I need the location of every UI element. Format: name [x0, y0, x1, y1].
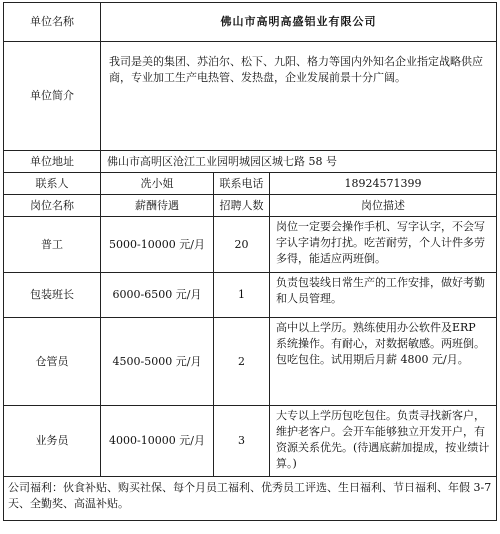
- phone-label: 联系电话: [214, 173, 270, 195]
- job-description: 负责包装线日常生产的工作安排，做好考勤和人员管理。: [270, 273, 497, 318]
- company-address: 佛山市高明区沧江工业园明城园区城七路 58 号: [101, 151, 497, 173]
- job-row: [4, 273, 497, 318]
- company-name-row: [4, 3, 497, 42]
- contact-row: [4, 173, 497, 195]
- job-position: 普工: [4, 217, 101, 273]
- company-address-row: [4, 151, 497, 173]
- company-welfare: 公司福利：伙食补贴、购买社保、每个月员工福利、优秀员工评选、生日福利、节日福利、年假 3-7 天、全勤奖、高温补贴。: [4, 477, 497, 521]
- jobs-header-row: [4, 195, 497, 217]
- company-intro: 我司是美的集团、苏泊尔、松下、九阳、格力等国内外知名企业指定战略供应商，专业加工生产电热管、发热盘，企业发展前景十分广阔。: [101, 42, 497, 151]
- job-position: 业务员: [4, 406, 101, 477]
- company-address-label: 单位地址: [4, 151, 101, 173]
- job-count: 2: [214, 318, 270, 406]
- job-position: 包装班长: [4, 273, 101, 318]
- header-salary: 薪酬待遇: [101, 195, 214, 217]
- job-description: 岗位一定要会操作手机、写字认字，不会写字认字请勿打扰。吃苦耐劳，个人计件多劳多得，能适应两班倒。: [270, 217, 497, 273]
- job-salary: 4500-5000 元/月: [101, 318, 214, 406]
- job-position: 仓管员: [4, 318, 101, 406]
- job-count: 3: [214, 406, 270, 477]
- job-description: 高中以上学历。熟练使用办公软件及ERP 系统操作。有耐心，对数据敏感。两班倒。包吃包住。试用期后月薪 4800 元/月。: [270, 318, 497, 406]
- welfare-row: [4, 477, 497, 521]
- company-name-label: 单位名称: [4, 3, 101, 42]
- header-position: 岗位名称: [4, 195, 101, 217]
- job-row: [4, 217, 497, 273]
- job-description: 大专以上学历包吃包住。负责寻找新客户，维护老客户。会开车能够独立开发开户，有资源关系优先。(待遇底薪加提成，按业绩计算。): [270, 406, 497, 477]
- job-salary: 4000-10000 元/月: [101, 406, 214, 477]
- company-name: 佛山市高明高盛铝业有限公司: [101, 3, 497, 42]
- company-intro-row: [4, 42, 497, 151]
- contact-label: 联系人: [4, 173, 101, 195]
- company-intro-label: 单位简介: [4, 42, 101, 151]
- phone-number: 18924571399: [270, 173, 497, 195]
- job-salary: 5000-10000 元/月: [101, 217, 214, 273]
- job-count: 20: [214, 217, 270, 273]
- job-row: [4, 318, 497, 406]
- job-count: 1: [214, 273, 270, 318]
- job-row: [4, 406, 497, 477]
- job-salary: 6000-6500 元/月: [101, 273, 214, 318]
- header-count: 招聘人数: [214, 195, 270, 217]
- contact-name: 冼小姐: [101, 173, 214, 195]
- job-posting-table: [3, 2, 497, 521]
- header-desc: 岗位描述: [270, 195, 497, 217]
